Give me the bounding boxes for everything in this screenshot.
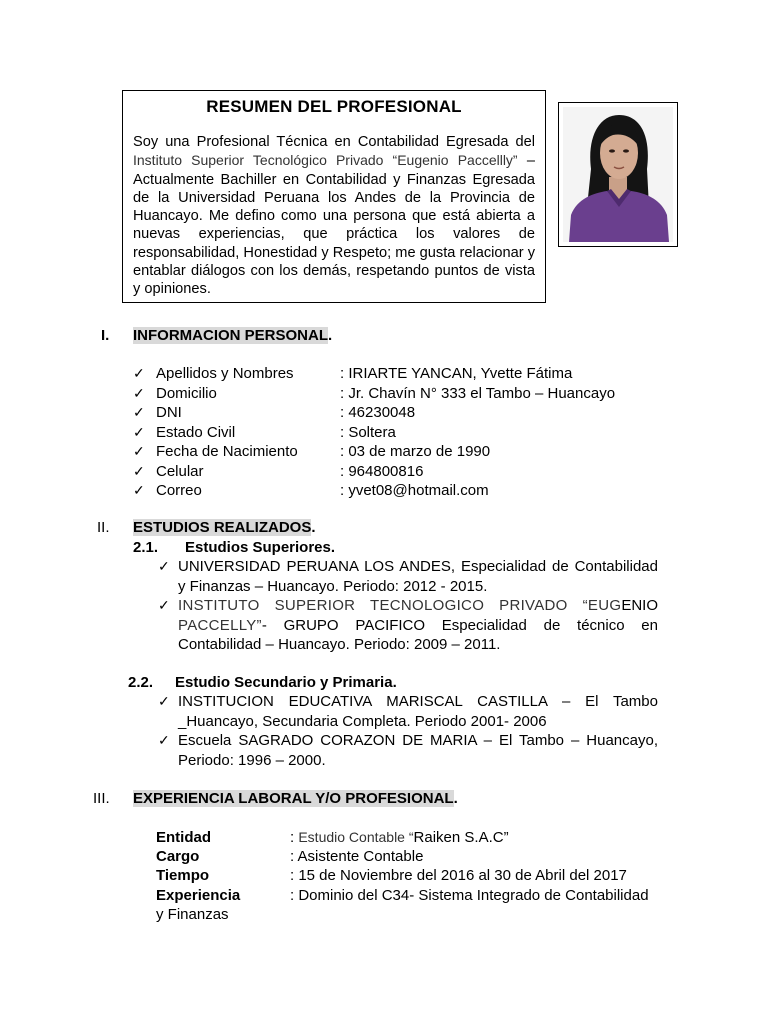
experience-row-continuation <box>156 905 229 925</box>
experience-value: : 15 de Noviembre del 2016 al 30 de Abril del 2017 <box>290 867 627 884</box>
check-icon: ✓ <box>133 443 145 459</box>
check-icon: ✓ <box>158 558 170 574</box>
experience-label: Entidad <box>156 829 211 846</box>
education-item-text: Escuela SAGRADO CORAZON DE MARIA – El Tambo – Huancayo, Periodo: 1996 – 2000. <box>178 732 658 769</box>
experience-entidad-light: Estudio Contable “ <box>298 829 414 845</box>
section-experience-title-suffix: . <box>453 790 458 807</box>
personal-label: Correo <box>156 482 202 499</box>
personal-info-list <box>133 364 693 501</box>
check-icon: ✓ <box>133 404 145 420</box>
check-icon: ✓ <box>133 384 145 401</box>
subsection-secondary-title: Estudio Secundario y Primaria. <box>175 674 397 691</box>
personal-label: DNI <box>156 404 182 421</box>
experience-value: : Dominio del C34- Sistema Integrado de Contabilidad <box>290 887 649 904</box>
personal-value: : IRIARTE YANCAN, Yvette Fátima <box>340 365 573 382</box>
personal-label: Estado Civil <box>156 423 236 441</box>
check-icon: ✓ <box>158 693 170 709</box>
subsection-secondary-num: 2.2. <box>128 674 154 691</box>
personal-row <box>133 364 693 384</box>
personal-row <box>133 384 693 404</box>
education-institute-part: ENIO <box>621 597 658 614</box>
personal-row <box>133 481 693 501</box>
summary-text-part2: – Actualmente Bachiller en Contabilidad y Finanzas Egresada de la Universidad Peruana los Andes de la Provincia de Huancayo. Me defino como una persona que está abierta a nuevas experiencias, que práctica los valores de responsabilidad, Honestidad y Respeto; me gusta relacionar y entablar diálogos con los demás, respetando puntos de vista y opiniones. <box>133 153 536 298</box>
section-experience-num: III. <box>93 790 110 807</box>
subsection-higher-num: 2.1. <box>133 539 159 556</box>
personal-value: : yvet08@hotmail.com <box>340 482 489 499</box>
check-icon: ✓ <box>133 482 145 498</box>
education-item <box>158 731 658 770</box>
summary-title: RESUMEN DEL PROFESIONAL <box>206 97 462 116</box>
subsection-higher-title: Estudios Superiores. <box>185 539 336 556</box>
summary-text <box>133 133 535 299</box>
check-icon: ✓ <box>158 732 170 748</box>
summary-text-part1: Soy una Profesional Técnica en Contabilidad Egresada del <box>133 134 535 150</box>
experience-value: : Asistente Contable <box>290 848 424 865</box>
personal-row <box>133 442 693 462</box>
personal-value: : 964800816 <box>340 462 424 480</box>
personal-value: : 03 de marzo de 1990 <box>340 443 491 460</box>
check-icon: ✓ <box>133 462 145 479</box>
education-item <box>158 557 658 596</box>
personal-label: Apellidos y Nombres <box>156 365 294 382</box>
experience-entidad-prefix: : <box>290 829 299 846</box>
personal-label: Domicilio <box>156 384 217 402</box>
check-icon: ✓ <box>133 365 145 381</box>
education-item <box>158 596 658 655</box>
personal-row <box>133 423 693 443</box>
experience-value-continuation: y Finanzas <box>156 906 229 923</box>
education-item-text: INSTITUCION EDUCATIVA MARISCAL CASTILLA – El Tambo _Huancayo, Secundaria Completa. Periodo 2001- 2006 <box>178 693 658 730</box>
personal-row <box>133 462 693 482</box>
section-studies-title <box>133 519 316 536</box>
section-studies-title-text: ESTUDIOS REALIZADOS <box>133 519 312 536</box>
personal-value: : Soltera <box>340 423 396 441</box>
check-icon: ✓ <box>158 597 170 613</box>
personal-label: Celular <box>156 462 204 480</box>
personal-value: : 46230048 <box>340 404 416 421</box>
experience-value <box>290 828 509 848</box>
education-item-text: UNIVERSIDAD PERUANA LOS ANDES, Especialidad de Contabilidad y Finanzas – Huancayo. Periodo: 2012 - 2015. <box>178 558 658 595</box>
education-institute-rest: - GRUPO PACIFICO Especialidad de técnico en Contabilidad – Huancayo. Periodo: 2009 – 2011. <box>178 616 658 653</box>
profile-photo <box>563 107 673 242</box>
experience-label: Experiencia <box>156 887 241 904</box>
personal-label: Fecha de Nacimiento <box>156 443 298 460</box>
education-institute-light: INSTITUTO SUPERIOR TECNOLOGICO PRIVADO “EUG <box>178 597 622 614</box>
experience-label: Tiempo <box>156 867 210 884</box>
section-experience-title-text: EXPERIENCIA LABORAL Y/O PROFESIONAL <box>133 790 454 807</box>
section-studies-num: II. <box>97 519 110 536</box>
section-personal-title-suffix: . <box>328 327 333 344</box>
experience-label: Cargo <box>156 848 200 865</box>
section-personal-num: I. <box>101 327 110 344</box>
summary-box <box>122 90 546 303</box>
education-item <box>158 692 658 731</box>
section-personal-title <box>133 327 332 344</box>
personal-value: : Jr. Chavín N° 333 el Tambo – Huancayo <box>340 384 616 402</box>
section-personal-title-text: INFORMACION PERSONAL <box>133 327 328 344</box>
education-institute-light2: PACCELLY” <box>178 616 262 634</box>
education-item-text <box>178 596 658 655</box>
experience-entidad-value: Raiken S.A.C” <box>413 829 509 846</box>
profile-photo-frame <box>558 102 678 247</box>
check-icon: ✓ <box>133 423 145 440</box>
summary-institute: Instituto Superior Tecnológico Privado “Eugenio Paccellly” <box>133 152 518 169</box>
section-studies-title-suffix: . <box>311 519 316 536</box>
personal-row <box>133 403 693 423</box>
section-experience-title <box>133 790 458 807</box>
